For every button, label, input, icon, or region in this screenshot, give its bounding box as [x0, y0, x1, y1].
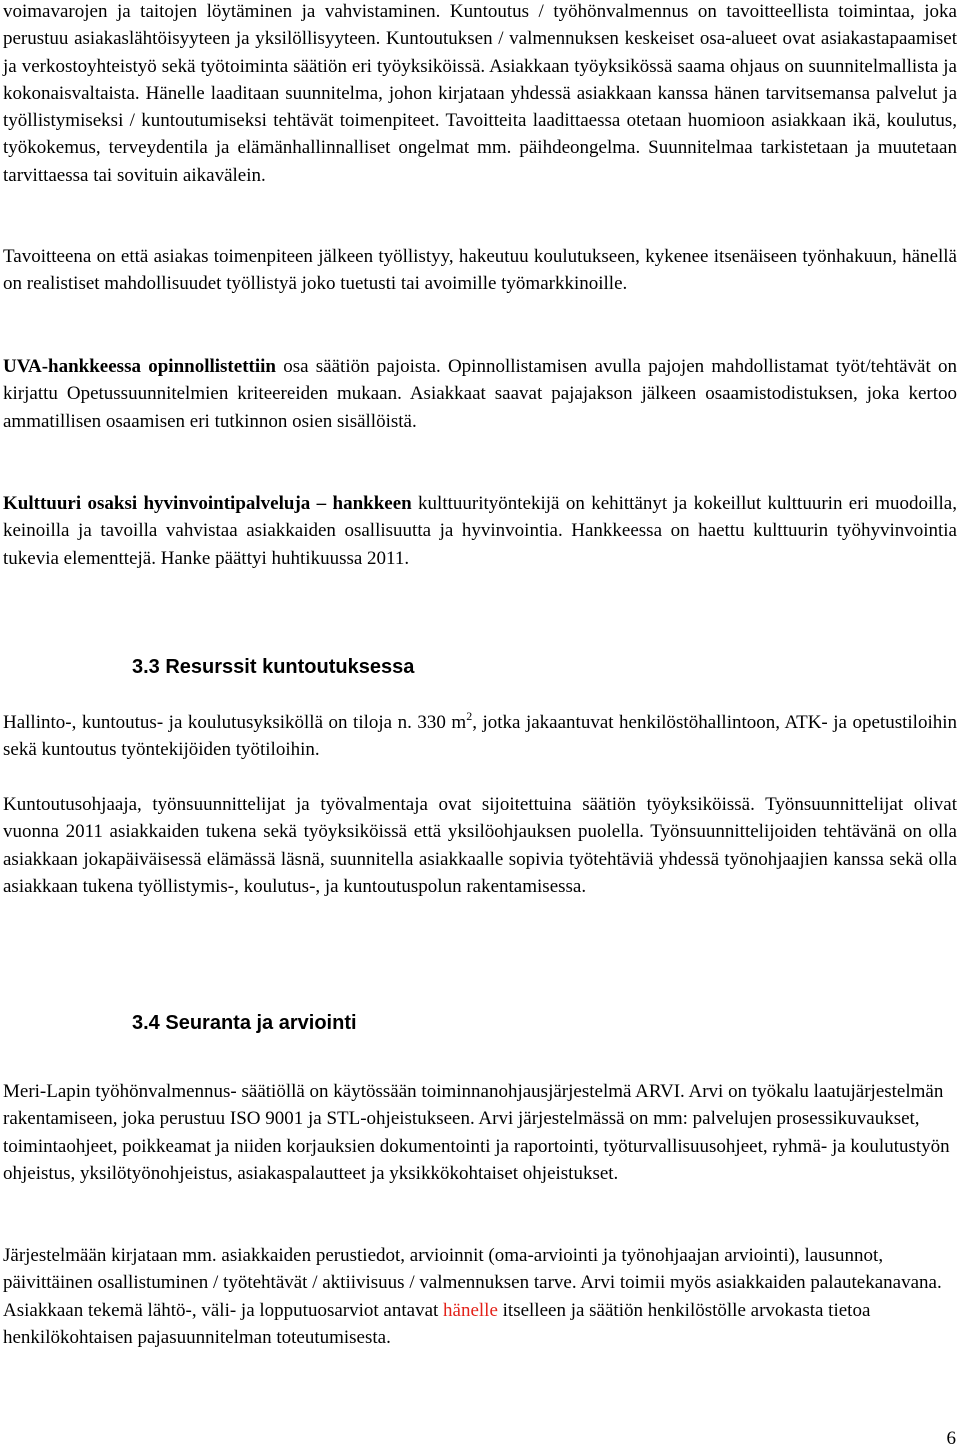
heading-resurssit: 3.3 Resurssit kuntoutuksessa — [132, 656, 415, 678]
tilat-text: Hallinto-, kuntoutus- ja koulutusyksiköllä on tiloja n. 330 m — [3, 712, 467, 733]
kulttuuri-hanke-text: kulttuurityöntekijä on kehittänyt ja kokeillut kulttuurin eri muodoilla, keinoilla ja tavoilla vahvistaa asiakkaiden osallisuutta ja hyvinvointia. Hankkeessa on haettu kulttuurin työhyvinvointia tukevia elementtejä. Hanke päättyi huhtikuussa 2011. — [3, 493, 957, 569]
jarjestelma-text: Järjestelmään kirjataan mm. asiakkaiden perustiedot, arvioinnit (oma-arviointi ja työnohjaajan arviointi), lausunnot, päivittäinen osallistuminen / työtehtävät / aktiivisuus / valmennuksen tarve. Arvi toimii myös asiakkaiden palautekanavana. Asiakkaan tekemä lähtö-, väli- ja lopputuosarviot antavat — [3, 1245, 942, 1321]
paragraph-arvi: Meri-Lapin työhönvalmennus- säätiöllä on käytössään toiminnanohjausjärjestelmä ARVI. Arvi on työkalu laatujärjestelmän rakentamiseen, joka perustuu ISO 9001 ja STL-ohjeistukseen. Arvi järjestelmässä on mm: palvelujen prosessikuvaukset, toimintaohjeet, poikkeamat ja niiden korjauksien dokumentointi ja raportointi, työturvallisuusohjeet, ryhmä- ja koulutustyön ohjeistus, yksilötyönohjeistus, asiakaspalautteet ja yksikkökohtaiset ohjeistukset. — [3, 1081, 950, 1184]
highlighted-word: hänelle — [443, 1299, 498, 1321]
uva-hanke-title: UVA-hankkeessa — [3, 356, 141, 377]
paragraph-uva-hanke — [3, 353, 957, 435]
paragraph-kulttuuri-hanke — [3, 490, 957, 572]
uva-hanke-text: osa säätiön pajoista. Opinnollistamisen avulla pajojen mahdollistamat työt/tehtävät on kirjattu Opetussuunnitelmien kriteereiden mukaan. Asiakkaat saavat pajajakson jälkeen osaamistodistuksen, joka kertoo ammatillisen osaamisen eri tutkinnon osien sisällöistä. — [3, 356, 957, 432]
paragraph-henkilosto: Kuntoutusohjaaja, työnsuunnittelijat ja työvalmentaja ovat sijoitettuina säätiön työyksiköissä. Työnsuunnittelijat olivat vuonna 2011 asiakkaiden tukena sekä työyksiköissä että yksilöohjauksen puolella. Työnsuunnittelijoiden tehtävänä on olla asiakkaan jokapäiväisessä elämässä läsnä, suunnitella asiakkaalle sopivia työtehtäviä yhdessä työnohjaajien kanssa sekä olla asiakkaan tukena työllistymis-, koulutus-, ja kuntoutuspolun rakentamisessa. — [3, 794, 957, 897]
paragraph-kuntoutus: voimavarojen ja taitojen löytäminen ja vahvistaminen. Kuntoutus / työhönvalmennus on tavoitteellista toimintaa, joka perustuu asiakaslähtöisyyteen ja yksilöllisyyteen. Kuntoutuksen / valmennuksen keskeiset osa-alueet ovat asiakastapaamiset ja verkostoyhteistyö sekä työtoiminta säätiön eri työyksiköissä. Asiakkaan työyksikössä saama ohjaus on suunnitelmallista ja kokonaisvaltaista. Hänelle laaditaan suunnitelma, johon kirjataan yhdessä asiakkaan kanssa hänen tarvitsemansa palvelut ja työllistymiseksi / kuntoutumiseksi tehtävät toimenpiteet. Tavoitteita laadittaessa otetaan huomioon asiakkaan ikä, koulutus, työkokemus, terveydentila ja elämänhallinnalliset ongelmat mm. päihdeongelma. Suunnitelmaa tarkistetaan ja muutetaan tarvittaessa tai sovituin aikavälein. — [3, 1, 957, 186]
paragraph-tavoitteena: Tavoitteena on että asiakas toimenpiteen jälkeen työllistyy, hakeutuu koulutukseen, kykenee itsenäiseen työnhakuun, hänellä on realistiset mahdollisuudet työllistyä joko tuetusti tai avoimille työmarkkinoille. — [3, 246, 957, 295]
jarjestelma-text-end: itselleen ja säätiön henkilöstölle arvokasta tietoa henkilökohtaisen pajasuunnitelman toteutumisesta. — [3, 1299, 871, 1348]
paragraph-jarjestelma — [3, 1242, 957, 1351]
page-number: 6 — [946, 1428, 956, 1449]
kulttuuri-hanke-title: Kulttuuri osaksi hyvinvointipalveluja – hankkeen — [3, 493, 412, 514]
opinnollistettiin-term: opinnollistettiin — [148, 356, 276, 377]
tilat-text-end: , jotka jakaantuvat henkilöstöhallintoon, ATK- ja opetustiloihin sekä kuntoutus työntekijöiden työtiloihin. — [3, 712, 957, 761]
square-superscript: 2 — [466, 709, 473, 723]
heading-seuranta: 3.4 Seuranta ja arviointi — [132, 1012, 357, 1034]
paragraph-tilat — [3, 709, 957, 764]
